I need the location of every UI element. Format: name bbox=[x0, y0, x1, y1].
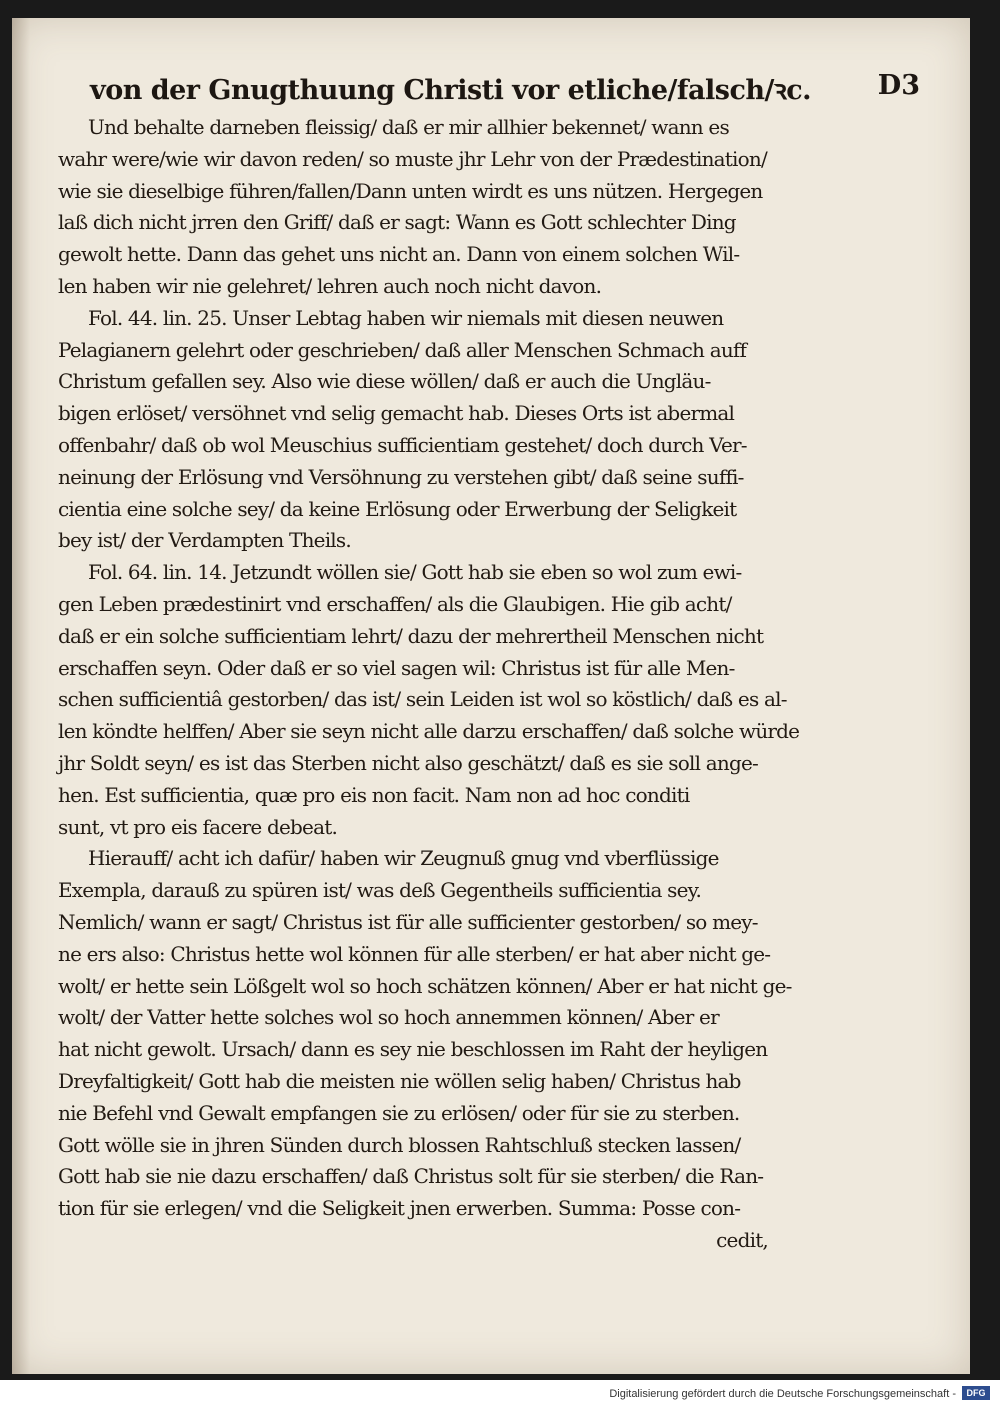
text-line: wahr were/wie wir davon reden/ so muste jhr Lehr von der Prædestination/ bbox=[58, 146, 767, 171]
page-gutter-shadow bbox=[12, 18, 30, 1374]
dfg-logo: DFG bbox=[962, 1386, 990, 1400]
text-line: Christum gefallen sey. Also wie diese wöllen/ daß er auch die Ungläu- bbox=[58, 369, 711, 394]
digitization-credit: Digitalisierung gefördert durch die Deutsche Forschungsgemeinschaft - bbox=[609, 1388, 956, 1400]
text-line: daß er ein solche sufficientiam lehrt/ dazu der mehrertheil Menschen nicht bbox=[58, 623, 764, 648]
text-line: erschaffen seyn. Oder daß er so viel sagen wil: Christus ist für alle Men- bbox=[58, 655, 735, 680]
text-line: Und behalte darneben fleissig/ daß er mir allhier bekennet/ wann es bbox=[88, 115, 729, 139]
text-line: Gott hab sie nie dazu erschaffen/ daß Christus solt für sie sterben/ die Ran- bbox=[58, 1164, 764, 1189]
text-line: neinung der Erlösung vnd Versöhnung zu verstehen gibt/ daß seine suffi- bbox=[58, 464, 744, 489]
text-line: Nemlich/ wann er sagt/ Christus ist für alle sufficienter gestorben/ so mey- bbox=[58, 909, 758, 934]
text-line: Dreyfaltigkeit/ Gott hab die meisten nie wöllen selig haben/ Christus hab bbox=[58, 1068, 741, 1093]
text-line: wolt/ er hette sein Lößgelt wol so hoch schätzen können/ Aber er hat nicht ge- bbox=[58, 973, 792, 998]
text-line: jhr Soldt seyn/ es ist das Sterben nicht also geschätzt/ daß es sie soll ange- bbox=[58, 750, 758, 775]
text-line: tion für sie erlegen/ vnd die Seligkeit jnen erwerben. Summa: Posse con- bbox=[58, 1196, 741, 1221]
text-line: gewolt hette. Dann das gehet uns nicht an. Dann von einem solchen Wil- bbox=[58, 242, 740, 267]
text-line: wolt/ der Vatter hette solches wol so hoch annemmen können/ Aber er bbox=[58, 1005, 719, 1030]
text-line: nie Befehl vnd Gewalt empfangen sie zu erlösen/ oder für sie zu sterben. bbox=[58, 1100, 740, 1125]
running-head: von der Gnugthuung Christi vor etliche/falsch/ꝛc. bbox=[90, 75, 812, 106]
folio-signature: D3 bbox=[877, 70, 920, 101]
text-line: gen Leben prædestinirt vnd erschaffen/ als die Glaubigen. Hie gib acht/ bbox=[58, 591, 732, 616]
text-line: ne ers also: Christus hette wol können für alle sterben/ er hat aber nicht ge- bbox=[58, 941, 771, 966]
text-line: laß dich nicht jrren den Griff/ daß er sagt: Wann es Gott schlechter Ding bbox=[58, 210, 736, 235]
text-line: hat nicht gewolt. Ursach/ dann es sey nie beschlossen im Raht der heyligen bbox=[58, 1037, 768, 1062]
text-line: len köndte helffen/ Aber sie seyn nicht alle darzu erschaffen/ daß solche würde bbox=[58, 719, 800, 744]
text-line: Fol. 44. lin. 25. Unser Lebtag haben wir niemals mit diesen neuwen bbox=[88, 305, 724, 330]
page-header bbox=[90, 70, 930, 116]
text-line: sunt, vt pro eis facere debeat. bbox=[58, 814, 337, 839]
text-line: Hierauff/ acht ich dafür/ haben wir Zeugnuß gnug vnd vberflüssige bbox=[88, 846, 719, 871]
text-line: len haben wir nie gelehret/ lehren auch noch nicht davon. bbox=[58, 273, 602, 298]
text-line: bigen erlöset/ versöhnet vnd selig gemacht hab. Dieses Orts ist abermal bbox=[58, 401, 735, 426]
text-line: cedit, bbox=[716, 1227, 768, 1252]
text-line: schen sufficientiâ gestorben/ das ist/ sein Leiden ist wol so köstlich/ daß es al- bbox=[58, 687, 787, 712]
text-line: cientia eine solche sey/ da keine Erlösung oder Erwerbung der Seligkeit bbox=[58, 496, 737, 521]
body-text bbox=[58, 112, 800, 1257]
text-line: Gott wölle sie in jhren Sünden durch blossen Rahtschluß stecken lassen/ bbox=[58, 1132, 741, 1157]
text-line: hen. Est sufficientia, quæ pro eis non facit. Nam non ad hoc conditi bbox=[58, 782, 690, 807]
text-line: wie sie dieselbige führen/fallen/Dann unten wirdt es uns nützen. Hergegen bbox=[58, 178, 763, 203]
text-line: Pelagianern gelehrt oder geschrieben/ daß aller Menschen Schmach auff bbox=[58, 337, 747, 362]
text-line: Exempla, darauß zu spüren ist/ was deß Gegentheils sufficientia sey. bbox=[58, 878, 702, 903]
text-line: Fol. 64. lin. 14. Jetzundt wöllen sie/ Gott hab sie eben so wol zum ewi- bbox=[88, 560, 742, 585]
text-line: bey ist/ der Verdampten Theils. bbox=[58, 528, 351, 553]
text-line: offenbahr/ daß ob wol Meuschius sufficientiam gestehet/ doch durch Ver- bbox=[58, 432, 747, 457]
